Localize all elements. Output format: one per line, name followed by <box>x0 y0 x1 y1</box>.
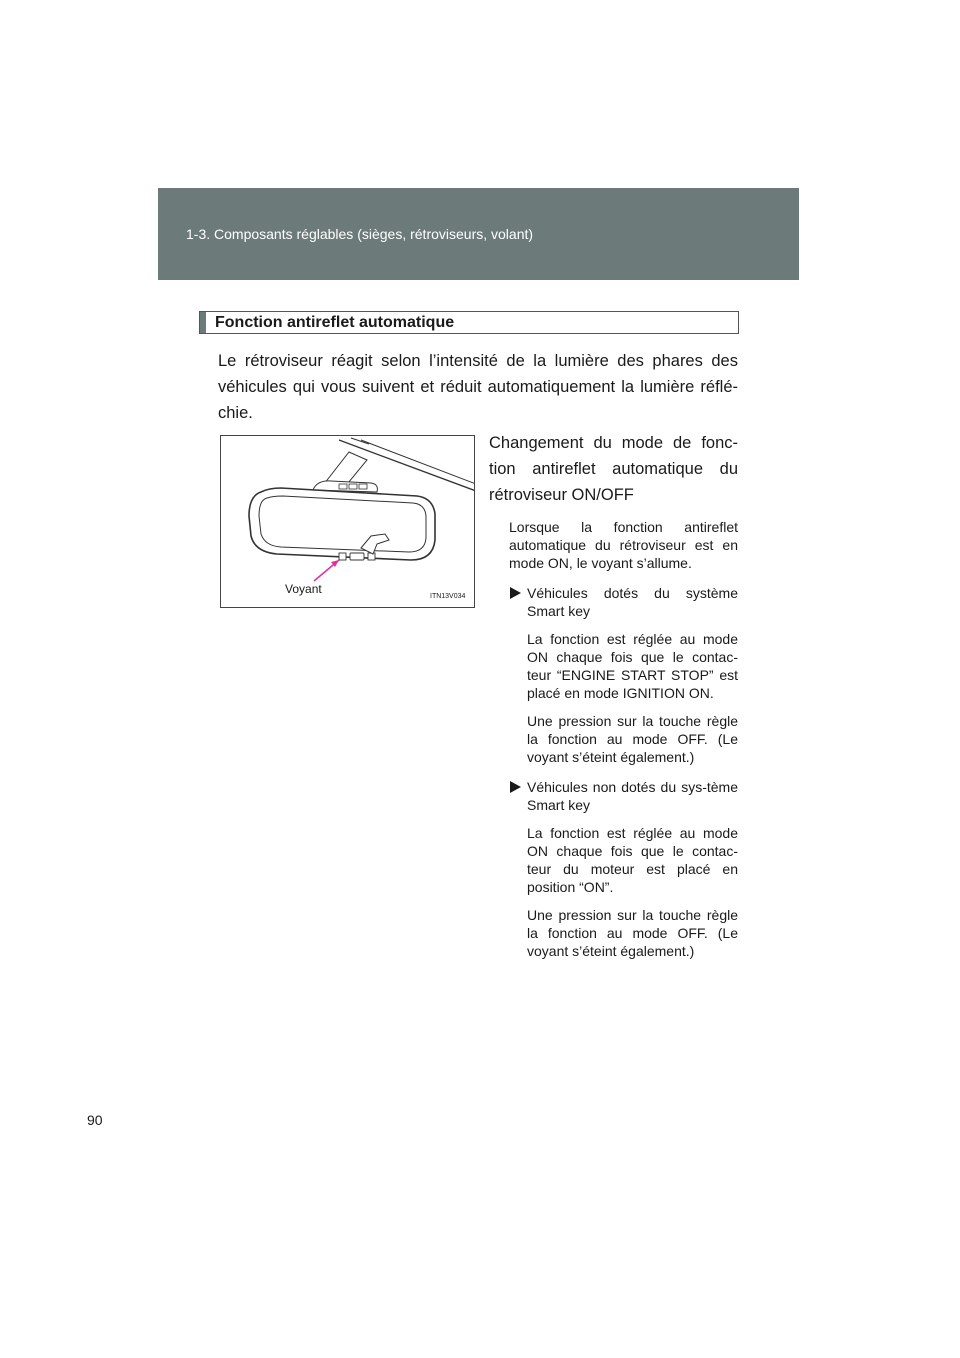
mirror-illustration <box>220 435 475 608</box>
triangle-bullet-icon <box>510 587 521 599</box>
list-item-heading: Véhicules dotés du système Smart key <box>527 585 738 619</box>
figure-code: ITN13V034 <box>430 593 466 600</box>
chapter-header <box>158 188 799 280</box>
section-title-box <box>199 311 739 334</box>
list-item-paragraph: Une pression sur la touche règle la fonction au mode OFF. (Le voyant s’éteint également.) <box>527 713 738 765</box>
list-item-paragraph: La fonction est réglée au mode ON chaque fois que le contac-teur du moteur est placé en position “ON”. <box>527 825 738 895</box>
mode-change-heading: Changement du mode de fonc-tion antireflet automatique du rétroviseur ON/OFF <box>489 434 738 504</box>
list-item <box>527 584 738 766</box>
right-column <box>489 430 738 960</box>
triangle-bullet-icon <box>510 781 521 793</box>
rear-view-mirror-drawing <box>221 436 475 608</box>
indicator-label: Voyant <box>285 582 322 596</box>
indicator-paragraph: Lorsque la fonction antireflet automatique du rétroviseur est en mode ON, le voyant s’allume. <box>509 519 738 571</box>
intro-paragraph: Le rétroviseur réagit selon l’intensité de la lumière des phares des véhicules qui vous suivent et réduit automatiquement la lumière réflé-chie. <box>218 352 738 422</box>
section-title: Fonction antireflet automatique <box>215 313 455 331</box>
list-item-paragraph: La fonction est réglée au mode ON chaque fois que le contac-teur “ENGINE START STOP” est placé en mode IGNITION ON. <box>527 631 738 701</box>
list-item <box>527 778 738 960</box>
breadcrumb: 1-3. Composants réglables (sièges, rétroviseurs, volant) <box>186 226 534 242</box>
list-item-paragraph: Une pression sur la touche règle la fonction au mode OFF. (Le voyant s’éteint également.) <box>527 907 738 959</box>
list-item-heading: Véhicules non dotés du sys-tème Smart key <box>527 779 738 813</box>
page-number: 90 <box>87 1112 103 1128</box>
section-title-marker <box>200 312 206 333</box>
